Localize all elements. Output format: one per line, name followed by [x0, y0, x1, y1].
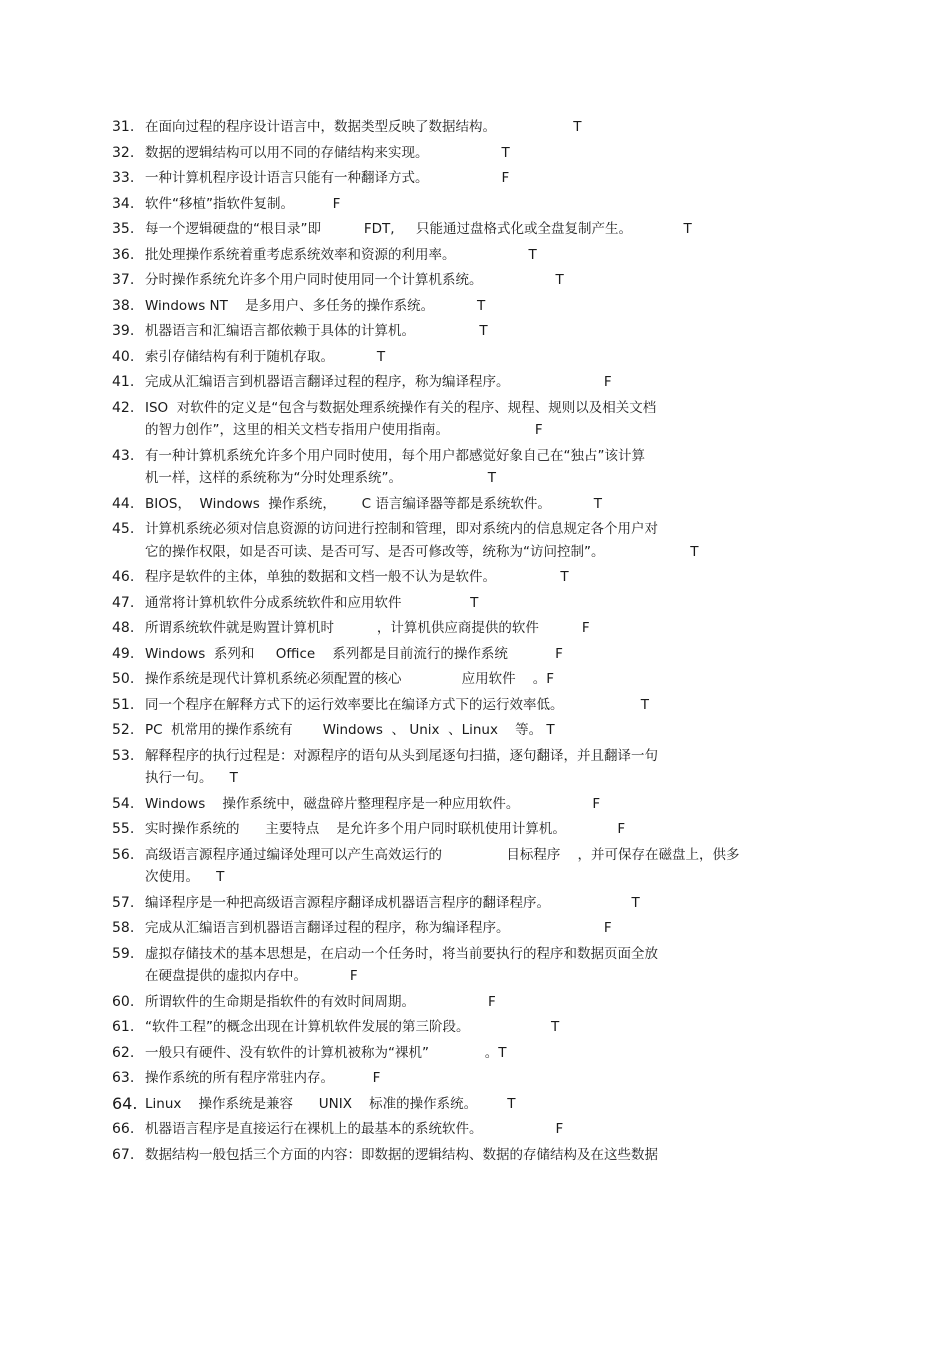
item-text-line: PC 机常用的操作系统有 Windows 、 Unix 、Linux 等。 T — [145, 722, 555, 738]
item-number: 37. — [112, 272, 135, 288]
list-item — [0, 493, 950, 516]
item-number: 35. — [112, 221, 135, 237]
item-number: 44. — [112, 495, 135, 512]
item-text — [145, 1144, 810, 1167]
item-text-line: 数据的逻辑结构可以用不同的存储结构来实现。 T — [145, 144, 510, 161]
item-number: 63. — [112, 1070, 135, 1086]
list-item — [0, 295, 950, 318]
item-text — [145, 991, 810, 1014]
item-text — [145, 244, 810, 267]
item-text — [145, 745, 810, 790]
item-text-line: 所谓系统软件就是购置计算机时 ，计算机供应商提供的软件 F — [145, 620, 590, 636]
item-text-line: 虚拟存储技术的基本思想是，在启动一个任务时，将当前要执行的程序和数据页面全放 — [145, 945, 658, 962]
item-text-line: 数据结构一般包括三个方面的内容：即数据的逻辑结构、数据的存储结构及在这些数据 — [145, 1146, 658, 1163]
list-item — [0, 193, 950, 216]
item-text — [145, 116, 810, 139]
item-text-line: 计算机系统必须对信息资源的访问进行控制和管理，即对系统内的信息规定各个用户对 — [145, 521, 658, 537]
item-text — [145, 371, 810, 394]
item-text-line: 完成从汇编语言到机器语言翻译过程的程序，称为编译程序。 F — [145, 920, 612, 936]
list-item — [0, 371, 950, 394]
item-number: 61. — [112, 1019, 135, 1035]
item-text — [145, 320, 810, 343]
list-item — [0, 1042, 950, 1065]
item-number: 42. — [112, 399, 135, 416]
item-text-line: 软件“移植”指软件复制。 F — [145, 195, 341, 212]
item-text-line: 操作系统的所有程序常驻内存。 F — [145, 1070, 381, 1086]
item-number: 46. — [112, 569, 135, 585]
list-item — [0, 445, 950, 490]
list-item — [0, 917, 950, 940]
item-text-line: 操作系统是现代计算机系统必须配置的核心 应用软件 。F — [145, 671, 555, 687]
list-item — [0, 320, 950, 343]
list-item — [0, 943, 950, 988]
item-number: 62. — [112, 1044, 135, 1061]
list-item — [0, 991, 950, 1014]
list-item — [0, 218, 950, 241]
list-item — [0, 269, 950, 292]
item-text-line: 解释程序的执行过程是：对源程序的语句从头到尾逐句扫描，逐句翻译，并且翻译一句 — [145, 747, 658, 764]
item-text-line: 同一个程序在解释方式下的运行效率要比在编译方式下的运行效率低。 T — [145, 696, 649, 713]
item-number: 38. — [112, 297, 135, 314]
list-item — [0, 167, 950, 190]
item-number: 49. — [112, 645, 135, 662]
item-number: 41. — [112, 374, 135, 390]
item-number: 64. — [112, 1093, 138, 1113]
item-text-line: 批处理操作系统着重考虑系统效率和资源的利用率。 T — [145, 246, 537, 263]
item-text — [145, 818, 810, 841]
item-number: 47. — [112, 594, 135, 611]
list-item — [0, 643, 950, 666]
item-text-line: 编译程序是一种把高级语言源程序翻译成机器语言程序的翻译程序。 T — [145, 894, 640, 911]
list-item — [0, 566, 950, 589]
item-text-line: 完成从汇编语言到机器语言翻译过程的程序，称为编译程序。 F — [145, 374, 612, 390]
list-item — [0, 793, 950, 816]
list-item — [0, 694, 950, 717]
item-text — [145, 1016, 810, 1039]
item-text-line: 所谓软件的生命期是指软件的有效时间周期。 F — [145, 993, 496, 1010]
item-number: 59. — [112, 945, 135, 962]
item-text — [145, 269, 810, 292]
item-number: 56. — [112, 846, 135, 863]
item-number: 40. — [112, 348, 135, 365]
item-text-line: 实时操作系统的 主要特点 是允许多个用户同时联机使用计算机。 F — [145, 821, 626, 837]
item-text — [145, 694, 810, 717]
item-text-line: 在面向过程的程序设计语言中，数据类型反映了数据结构。 T — [145, 119, 582, 135]
list-item — [0, 397, 950, 442]
item-number: 48. — [112, 620, 135, 636]
item-number: 66. — [112, 1121, 135, 1137]
item-text — [145, 1042, 810, 1065]
item-text — [145, 643, 810, 666]
item-text-line: 机器语言和汇编语言都依赖于具体的计算机。 T — [145, 323, 488, 339]
item-text — [145, 617, 810, 640]
list-item — [0, 1118, 950, 1141]
list-item — [0, 346, 950, 369]
item-number: 45. — [112, 521, 135, 537]
item-text — [145, 892, 810, 915]
item-text-line: BIOS， Windows 操作系统， C 语言编译器等都是系统软件。 T — [145, 495, 602, 512]
item-text-line: 一种计算机程序设计语言只能有一种翻译方式。 F — [145, 170, 510, 186]
item-text — [145, 844, 810, 889]
item-text — [145, 295, 810, 318]
list-item — [0, 1144, 950, 1167]
item-text — [145, 668, 810, 691]
item-number: 67. — [112, 1146, 135, 1163]
item-text — [145, 793, 810, 816]
item-text — [145, 1118, 810, 1141]
item-text-line: 的智力创作”，这里的相关文档专指用户使用指南。 F — [145, 422, 543, 438]
item-number: 39. — [112, 323, 135, 339]
item-number: 50. — [112, 671, 135, 687]
item-number: 43. — [112, 447, 135, 464]
item-text-line: “软件工程”的概念出现在计算机软件发展的第三阶段。 T — [145, 1019, 560, 1035]
item-text — [145, 445, 810, 490]
item-text-line: Windows 操作系统中，磁盘碎片整理程序是一种应用软件。 F — [145, 795, 601, 812]
item-text — [145, 397, 810, 442]
item-text-line: 次使用。 T — [145, 869, 225, 885]
item-text-line: 机器语言程序是直接运行在裸机上的最基本的系统软件。 F — [145, 1121, 564, 1137]
item-text-line: 执行一句。 T — [145, 770, 238, 786]
list-item — [0, 244, 950, 267]
item-text-line: 每一个逻辑硬盘的“根目录”即 FDT, 只能通过盘格式化或全盘复制产生。 T — [145, 221, 692, 237]
list-item — [0, 668, 950, 691]
item-number: 60. — [112, 993, 135, 1010]
item-text-line: 索引存储结构有利于随机存取。 T — [145, 348, 386, 365]
item-text — [145, 346, 810, 369]
item-text — [145, 592, 810, 615]
item-text — [145, 518, 810, 563]
list-item — [0, 818, 950, 841]
item-text — [145, 917, 810, 940]
list-item — [0, 719, 950, 742]
item-number: 53. — [112, 747, 135, 764]
list-item — [0, 844, 950, 889]
item-text — [145, 193, 810, 216]
item-text-line: 程序是软件的主体，单独的数据和文档一般不认为是软件。 T — [145, 569, 569, 585]
item-text — [145, 493, 810, 516]
item-number: 54. — [112, 795, 135, 812]
item-text — [145, 218, 810, 241]
item-text — [145, 943, 810, 988]
item-number: 31. — [112, 119, 135, 135]
item-text-line: 机一样，这样的系统称为“分时处理系统”。 T — [145, 470, 497, 486]
list-item — [0, 1093, 950, 1116]
list-item — [0, 745, 950, 790]
item-text-line: 分时操作系统允许多个用户同时使用同一个计算机系统。 T — [145, 272, 564, 288]
list-item — [0, 116, 950, 139]
item-number: 51. — [112, 696, 135, 713]
item-text — [145, 719, 810, 742]
list-item — [0, 518, 950, 563]
item-number: 57. — [112, 894, 135, 911]
item-number: 34. — [112, 195, 135, 212]
item-text-line: 在硬盘提供的虚拟内存中。 F — [145, 968, 358, 984]
item-number: 32. — [112, 144, 135, 161]
item-text — [145, 142, 810, 165]
item-text-line: 有一种计算机系统允许多个用户同时使用，每个用户都感觉好象自己在“独占”该计算 — [145, 447, 645, 464]
item-text-line: 高级语言源程序通过编译处理可以产生高效运行的 目标程序 ，并可保存在磁盘上，供多 — [145, 846, 740, 863]
item-number: 52. — [112, 722, 135, 738]
item-number: 33. — [112, 170, 135, 186]
item-text — [145, 566, 810, 589]
list-item — [0, 617, 950, 640]
item-number: 58. — [112, 920, 135, 936]
item-text-line: 通常将计算机软件分成系统软件和应用软件 T — [145, 594, 479, 611]
item-number: 36. — [112, 246, 135, 263]
list-item — [0, 142, 950, 165]
item-text-line: 它的操作权限，如是否可读、是否可写、是否可修改等，统称为“访问控制”。 T — [145, 543, 699, 560]
item-text-line: Windows NT 是多用户、多任务的操作系统。 T — [145, 297, 486, 314]
list-item — [0, 1067, 950, 1090]
item-text — [145, 1093, 810, 1116]
list-item — [0, 892, 950, 915]
item-text — [145, 1067, 810, 1090]
item-text — [145, 167, 810, 190]
item-text-line: ISO 对软件的定义是“包含与数据处理系统操作有关的程序、规程、规则以及相关文档 — [145, 399, 657, 416]
item-number: 55. — [112, 821, 135, 837]
item-text-line: Linux 操作系统是兼容 UNIX 标准的操作系统。 T — [145, 1095, 516, 1112]
list-item — [0, 1016, 950, 1039]
item-text-line: 一般只有硬件、没有软件的计算机被称为“裸机” 。T — [145, 1044, 507, 1061]
item-text-line: Windows 系列和 Office 系列都是目前流行的操作系统 F — [145, 645, 563, 662]
question-list — [0, 116, 950, 1169]
list-item — [0, 592, 950, 615]
